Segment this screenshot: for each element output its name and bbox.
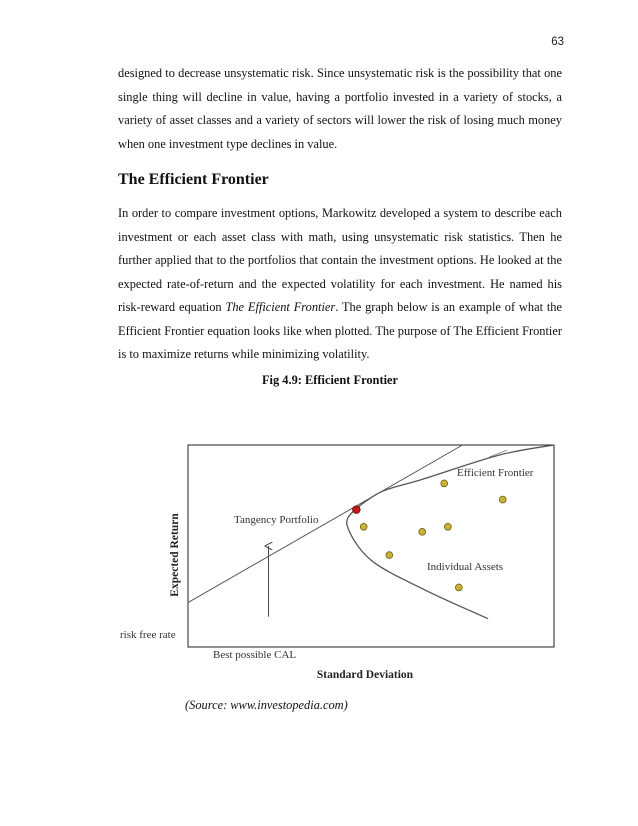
- y-axis-label: Expected Return: [169, 513, 181, 597]
- paragraph-efficient-frontier: [118, 202, 562, 367]
- paragraph-italic-term: The Efficient Frontier: [225, 300, 336, 314]
- tangency-portfolio-point: [353, 506, 361, 514]
- asset-point: [360, 523, 367, 530]
- efficient-frontier-chart: [118, 440, 558, 685]
- figure-source: (Source: www.investopedia.com): [185, 698, 348, 712]
- section-heading: The Efficient Frontier: [118, 171, 269, 188]
- asset-point: [499, 496, 506, 503]
- paragraph-text-end: . The graph below is an example of what the Efficient Frontier equation looks like when plotted. The purpose of The Efficient Frontier is to maximize returns while minimizing volatility.: [118, 300, 562, 361]
- asset-point: [441, 480, 448, 487]
- x-axis-label: Standard Deviation: [316, 669, 414, 681]
- risk-free-rate-label: risk free rate: [120, 629, 176, 641]
- capital-allocation-line: [188, 445, 463, 603]
- asset-point: [419, 528, 426, 535]
- paragraph-text-start: In order to compare investment options, Markowitz developed a system to describe each investment or each asset class with math, using unsystematic risk statistics. Then he further applied that to the portfolios that contain the investment options. He looked at the expected rate-of-return and the expected volatility for each investment. He named his risk-reward equation: [118, 206, 562, 314]
- asset-point: [444, 523, 451, 530]
- tangency-portfolio-label: Tangency Portfolio: [234, 514, 319, 526]
- asset-point: [386, 552, 393, 559]
- best-cal-label: Best possible CAL: [213, 649, 297, 661]
- asset-point: [455, 584, 462, 591]
- individual-assets-label: Individual Assets: [427, 561, 504, 573]
- page-number: 63: [551, 36, 564, 48]
- efficient-frontier-label: Efficient Frontier: [457, 467, 534, 479]
- paragraph-intro: designed to decrease unsystematic risk. Since unsystematic risk is the possibility that one single thing will decline in value, having a portfolio invested in a variety of stocks, a variety of asset classes and a variety of sectors will lower the risk of losing much money when one investment type declines in value.: [118, 66, 562, 151]
- figure-caption: Fig 4.9: Efficient Frontier: [261, 373, 399, 387]
